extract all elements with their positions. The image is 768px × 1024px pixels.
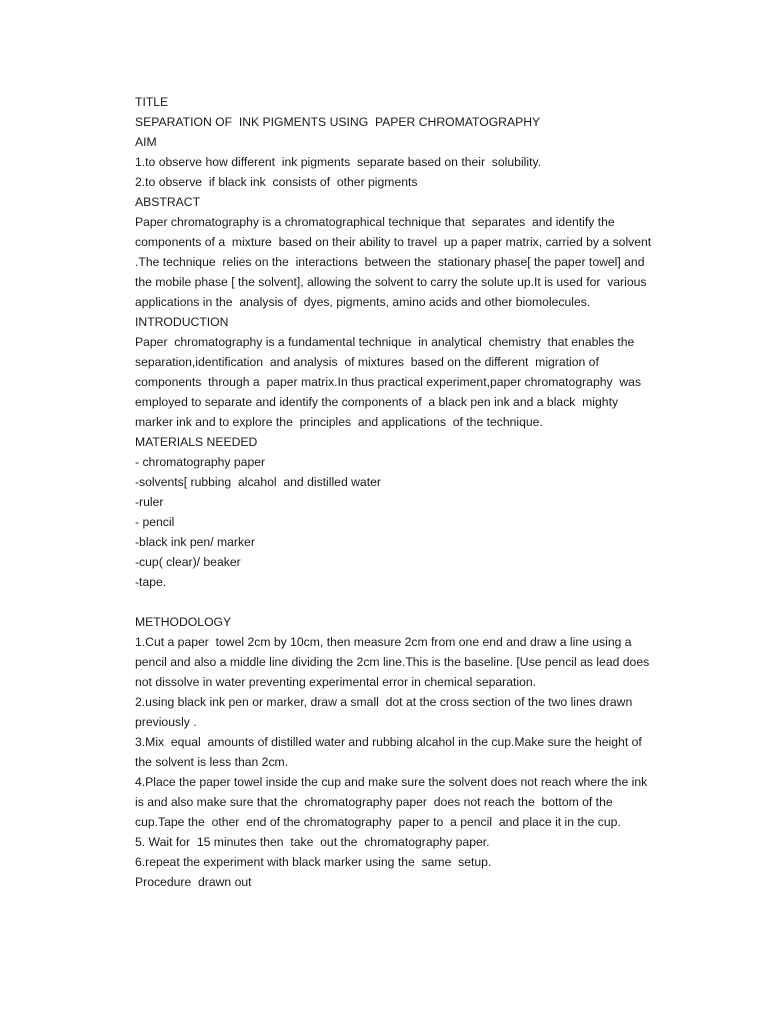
methodology-line: 4.Place the paper towel inside the cup and make sure the solvent does not reach where the ink [135,775,648,789]
abstract-line: components of a mixture based on their ability to travel up a paper matrix, carried by a solvent [135,235,652,249]
materials-item: -ruler [135,495,164,509]
methodology-line: not dissolve in water preventing experimental error in chemical separation. [135,675,537,689]
materials-item: -solvents[ rubbing alcahol and distilled water [135,475,381,489]
methodology-line: 6.repeat the experiment with black marker using the same setup. [135,855,492,869]
materials-item: - pencil [135,515,175,529]
methodology-line: the solvent is less than 2cm. [135,755,289,769]
materials-item: -tape. [135,575,167,589]
aim-heading: AIM [135,135,157,149]
methodology-line: 2.using black ink pen or marker, draw a small dot at the cross section of the two lines drawn [135,695,633,709]
abstract-heading: ABSTRACT [135,195,201,209]
abstract-line: Paper chromatography is a chromatographical technique that separates and identify the [135,215,615,229]
materials-item: - chromatography paper [135,455,266,469]
methodology-line: previously . [135,715,197,729]
methodology-line: is and also make sure that the chromatography paper does not reach the bottom of the [135,795,613,809]
methodology-line: Procedure drawn out [135,875,252,889]
methodology-line: cup.Tape the other end of the chromatography paper to a pencil and place it in the cup. [135,815,621,829]
abstract-line: the mobile phase [ the solvent], allowing the solvent to carry the solute up.It is used for various [135,275,647,289]
document-title: SEPARATION OF INK PIGMENTS USING PAPER CHROMATOGRAPHY [135,115,541,129]
methodology-line: 3.Mix equal amounts of distilled water and rubbing alcahol in the cup.Make sure the height of [135,735,642,749]
document-body [135,92,695,892]
methodology-line: pencil and also a middle line dividing the 2cm line.This is the baseline. [Use pencil as lead does [135,655,650,669]
introduction-heading: INTRODUCTION [135,315,229,329]
abstract-line: applications in the analysis of dyes, pigments, amino acids and other biomolecules. [135,295,591,309]
introduction-line: components through a paper matrix.In thus practical experiment,paper chromatography was [135,375,642,389]
methodology-heading: METHODOLOGY [135,615,232,629]
title-heading: TITLE [135,95,169,109]
methodology-line: 1.Cut a paper towel 2cm by 10cm, then measure 2cm from one end and draw a line using a [135,635,632,649]
abstract-line: .The technique relies on the interactions between the stationary phase[ the paper towel] and [135,255,645,269]
aim-item: 2.to observe if black ink consists of other pigments [135,175,418,189]
introduction-line: marker ink and to explore the principles and applications of the technique. [135,415,543,429]
introduction-line: employed to separate and identify the components of a black pen ink and a black mighty [135,395,619,409]
materials-item: -cup( clear)/ beaker [135,555,241,569]
materials-heading: MATERIALS NEEDED [135,435,258,449]
paragraph-spacer [135,592,695,612]
methodology-line: 5. Wait for 15 minutes then take out the chromatography paper. [135,835,490,849]
materials-item: -black ink pen/ marker [135,535,255,549]
aim-item: 1.to observe how different ink pigments separate based on their solubility. [135,155,542,169]
introduction-line: Paper chromatography is a fundamental technique in analytical chemistry that enables the [135,335,635,349]
introduction-line: separation,identification and analysis of mixtures based on the different migration of [135,355,599,369]
